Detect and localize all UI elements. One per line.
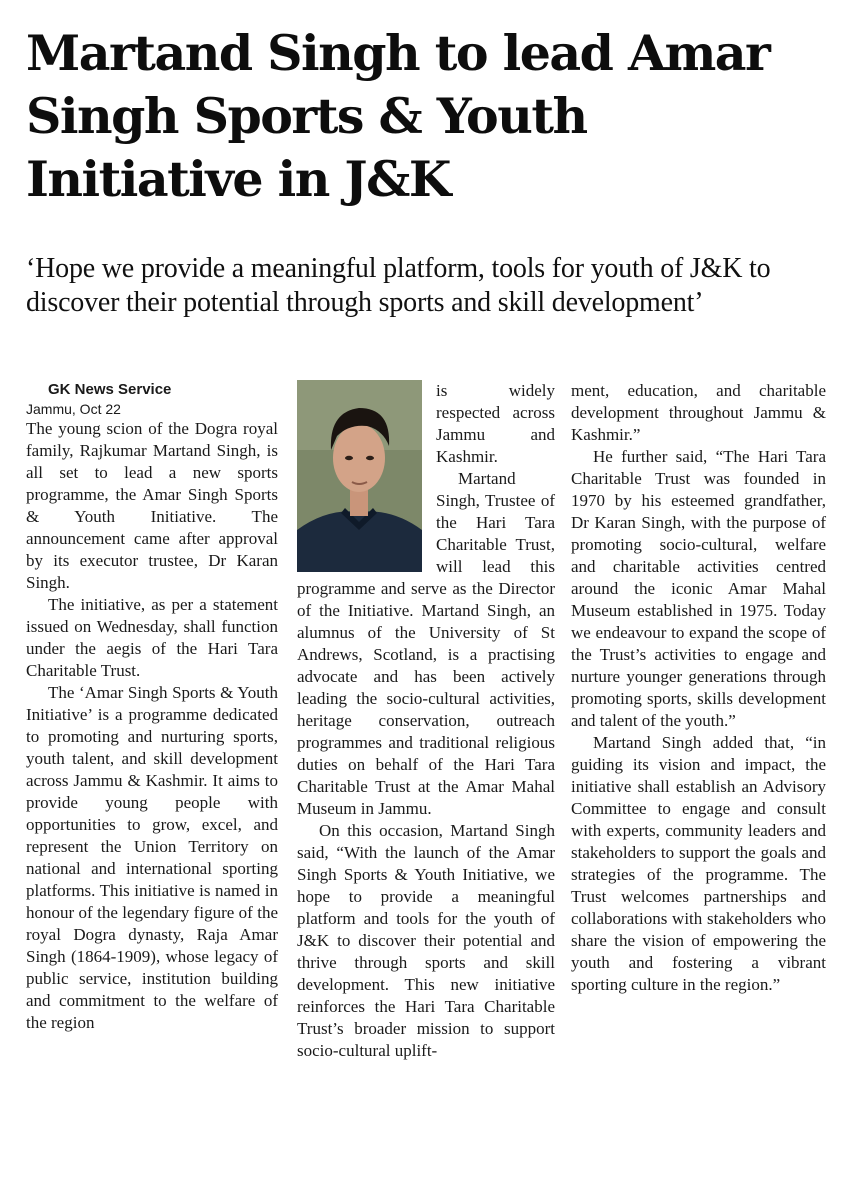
paragraph: The ‘Amar Singh Sports & Youth Initiative’ is a programme dedicated to promoting and nurturing sports, youth talent, and skill development across Jammu & Kashmir. It aims to provide young people with opportunities to grow, excel, and represent the Union Territory on national and international sporting platforms. This initiative is named in honour of the legendary figure of the royal Dogra dynasty, Raja Amar Singh (1864-1909), whose legacy of public service, institution building and commitment to the welfare of the region [26, 683, 278, 1032]
paragraph: The initiative, as per a statement issued on Wednesday, shall function under the aegis of the Hari Tara Charitable Trust. [26, 595, 278, 680]
paragraph: On this occasion, Martand Singh said, “With the launch of the Amar Singh Sports & Youth Initiative, we hope to provide a meaningful platform and tools for the youth of J&K to discover their potential and thrive through sports and skill development. This new initiative reinforces the Hari Tara Charitable Trust’s broader mission to support socio-cultural uplift- [297, 821, 555, 1060]
article-column-1 [26, 380, 278, 1034]
paragraph: Martand Singh added that, “in guiding its vision and impact, the initiative shall establish an Advisory Committee to engage and consult with experts, community leaders and stakeholders to support the goals and strategies of the programme. The Trust welcomes partnerships and collaborations with stakeholders who share the vision of empowering the youth and fostering a vibrant sporting culture in the region.” [571, 733, 826, 994]
subheadline: ‘Hope we provide a meaningful platform, tools for youth of J&K to discover their potential through sports and skill development’ [26, 253, 771, 318]
portrait-photo [297, 380, 422, 572]
paragraph: Martand Singh, Trustee of the Hari Tara Charitable Trust, will lead this programme and serve as the Director of the Initiative. Martand Singh, an alumnus of the University of St Andrews, Scotland, is a practising advocate and has been actively leading the socio-cultural activities, heritage conservation, outreach programmes and traditional religious duties on behalf of the Hari Tara Charitable Trust at the Amar Mahal Museum in Jammu. [297, 469, 555, 818]
paragraph: ment, education, and charitable development throughout Jammu & Kashmir.” [571, 381, 826, 444]
dateline: Jammu, Oct 22 [26, 401, 121, 417]
article-column-2 [297, 380, 555, 1062]
article-column-3 [571, 380, 826, 996]
headline: Martand Singh to lead Amar Singh Sports & Youth Initiative in J&K [26, 24, 770, 208]
byline: GK News Service [48, 381, 172, 398]
portrait-illustration [297, 380, 422, 572]
paragraph: The young scion of the Dogra royal family, Rajkumar Martand Singh, is all set to lead a new sports programme, the Amar Singh Sports & Youth Initiative. The announcement came after approval by its executor trustee, Dr Karan Singh. [26, 419, 278, 592]
paragraph: is widely respected across Jammu and Kashmir. [436, 381, 555, 466]
paragraph: He further said, “The Hari Tara Charitable Trust was founded in 1970 by his esteemed grandfather, Dr Karan Singh, with the purpose of promoting socio-cultural, welfare and charitable activities centred around the iconic Amar Mahal Museum established in 1975. Today we endeavour to expand the scope of the Trust’s activities to engage and nurture younger generations through promoting sports, skills development and talent of the youth.” [571, 447, 826, 730]
